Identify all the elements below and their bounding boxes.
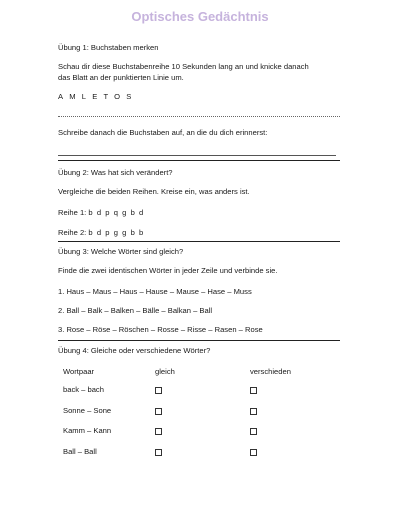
exercise-3-heading: Übung 3: Welche Wörter sind gleich? — [58, 247, 184, 256]
checkbox-same[interactable] — [155, 449, 162, 456]
exercise-1-heading: Übung 1: Buchstaben merken — [58, 43, 159, 52]
column-header-different: verschieden — [250, 367, 291, 376]
fold-line-dotted — [58, 116, 340, 117]
answer-line[interactable] — [58, 155, 336, 156]
exercise-2-instruction: Vergleiche die beiden Reihen. Kreise ein, was anders ist. — [58, 187, 250, 196]
letter-sequence: AMLETOS — [58, 92, 138, 101]
checkbox-different[interactable] — [250, 387, 257, 394]
checkbox-same[interactable] — [155, 387, 162, 394]
exercise-1-write-prompt: Schreibe danach die Buchstaben auf, an die du dich erinnerst: — [58, 128, 268, 137]
word-line-2: 2. Ball – Balk – Balken – Bälle – Balkan – Ball — [58, 306, 213, 315]
checkbox-different[interactable] — [250, 428, 257, 435]
exercise-1-instruction-line-1: Schau dir diese Buchstabenreihe 10 Sekunden lang an und knicke danach — [58, 62, 309, 71]
column-header-word-pair: Wortpaar — [63, 367, 95, 376]
exercise-3-instruction: Finde die zwei identischen Wörter in jeder Zeile und verbinde sie. — [58, 266, 278, 275]
checkbox-different[interactable] — [250, 408, 257, 415]
column-header-same: gleich — [155, 367, 175, 376]
checkbox-different[interactable] — [250, 449, 257, 456]
word-pair-label: Sonne – Sone — [63, 406, 112, 415]
page-title: Optisches Gedächtnis — [131, 9, 269, 24]
word-pair-label: back – bach — [63, 385, 104, 394]
section-divider — [58, 340, 340, 341]
checkbox-same[interactable] — [155, 408, 162, 415]
letter-row-2: Reihe 2: b d p g g b b — [58, 228, 144, 237]
word-pair-label: Kamm – Kann — [63, 426, 112, 435]
exercise-2-heading: Übung 2: Was hat sich verändert? — [58, 168, 173, 177]
word-line-3: 3. Rose – Röse – Röschen – Rosse – Risse – Rasen – Rose — [58, 325, 263, 334]
word-pair-label: Ball – Ball — [63, 447, 97, 456]
exercise-4-heading: Übung 4: Gleiche oder verschiedene Wörter? — [58, 346, 211, 355]
word-line-1: 1. Haus – Maus – Haus – Hause – Mause – Hase – Muss — [58, 287, 252, 296]
section-divider — [58, 241, 340, 242]
checkbox-same[interactable] — [155, 428, 162, 435]
letter-row-1: Reihe 1: b d p q g b d — [58, 208, 144, 217]
section-divider — [58, 160, 340, 161]
exercise-1-instruction-line-2: das Blatt an der punktierten Linie um. — [58, 73, 184, 82]
